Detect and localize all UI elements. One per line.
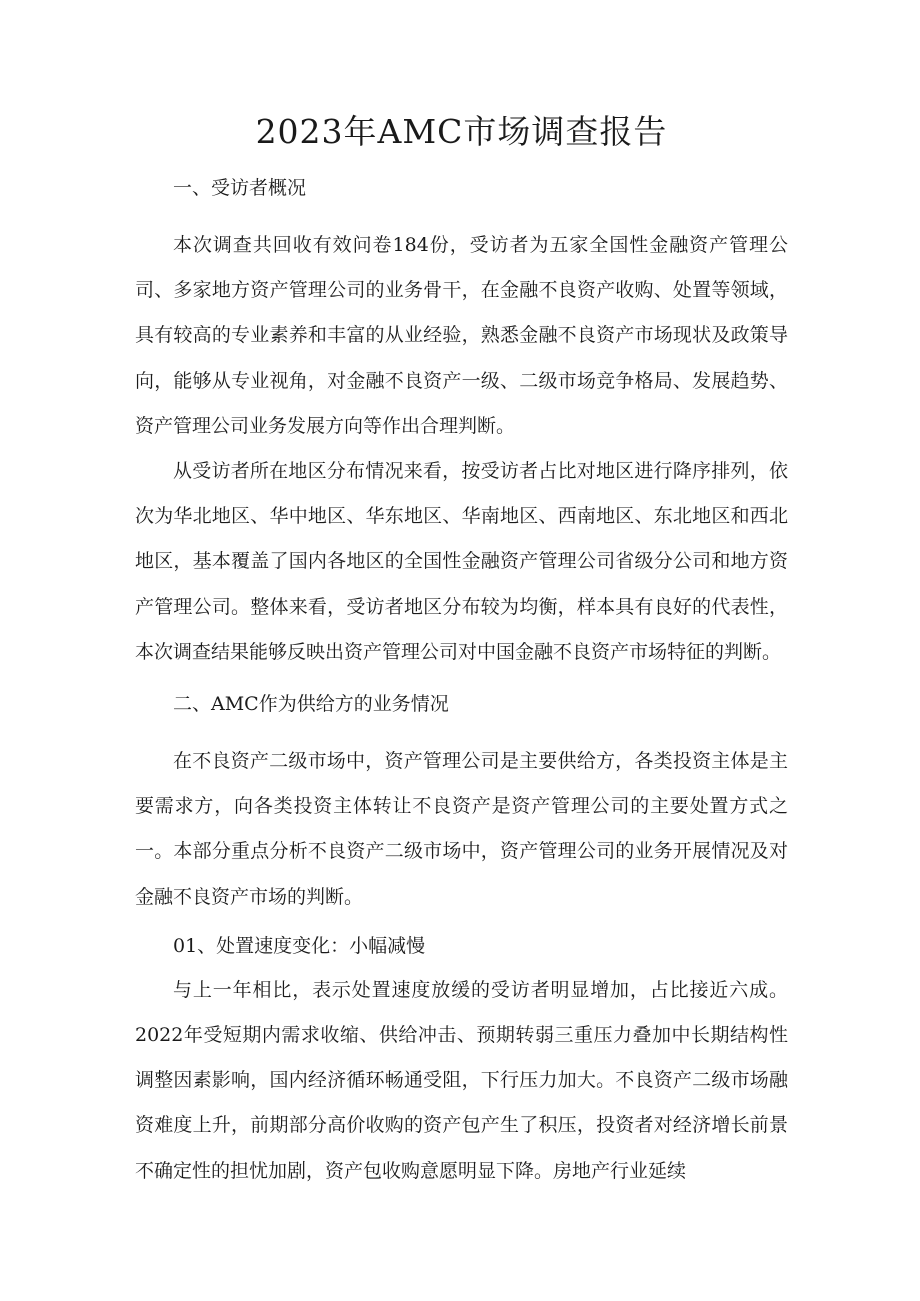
paragraph: 与上一年相比，表示处置速度放缓的受访者明显增加，占比接近六成。2022年受短期内需求收缩、供给冲击、预期转弱三重压力叠加中长期结构性调整因素影响，国内经济循环畅通受阻，下行压力加大。不良资产二级市场融资难度上升，前期部分高价收购的资产包产生了积压，投资者对经济增长前景不确定性的担忧加剧，资产包收购意愿明显下降。房地产行业延续 [135, 978, 788, 1182]
paragraph: 本次调查共回收有效问卷184份，受访者为五家全国性金融资产管理公司、多家地方资产管理公司的业务骨干，在金融不良资产收购、处置等领域，具有较高的专业素养和丰富的从业经验，熟悉金融不良资产市场现状及政策导向，能够从专业视角，对金融不良资产一级、二级市场竞争格局、发展趋势、资产管理公司业务发展方向等作出合理判断。 [135, 234, 788, 437]
paragraph: 从受访者所在地区分布情况来看，按受访者占比对地区进行降序排列，依次为华北地区、华中地区、华东地区、华南地区、西南地区、东北地区和西北地区，基本覆盖了国内各地区的全国性金融资产管理公司省级分公司和地方资产管理公司。整体来看，受访者地区分布较为均衡，样本具有良好的代表性，本次调查结果能够反映出资产管理公司对中国金融不良资产市场特征的判断。 [135, 460, 788, 663]
page-title: 2023年AMC市场调查报告 [255, 112, 668, 151]
paragraph: 在不良资产二级市场中，资产管理公司是主要供给方，各类投资主体是主要需求方，向各类投资主体转让不良资产是资产管理公司的主要处置方式之一。本部分重点分析不良资产二级市场中，资产管理公司的业务开展情况及对金融不良资产市场的判断。 [135, 750, 788, 908]
subsection-heading: 01、处置速度变化：小幅减慢 [173, 934, 426, 957]
section-heading: 二、AMC作为供给方的业务情况 [173, 693, 449, 716]
section-heading: 一、受访者概况 [173, 177, 307, 199]
